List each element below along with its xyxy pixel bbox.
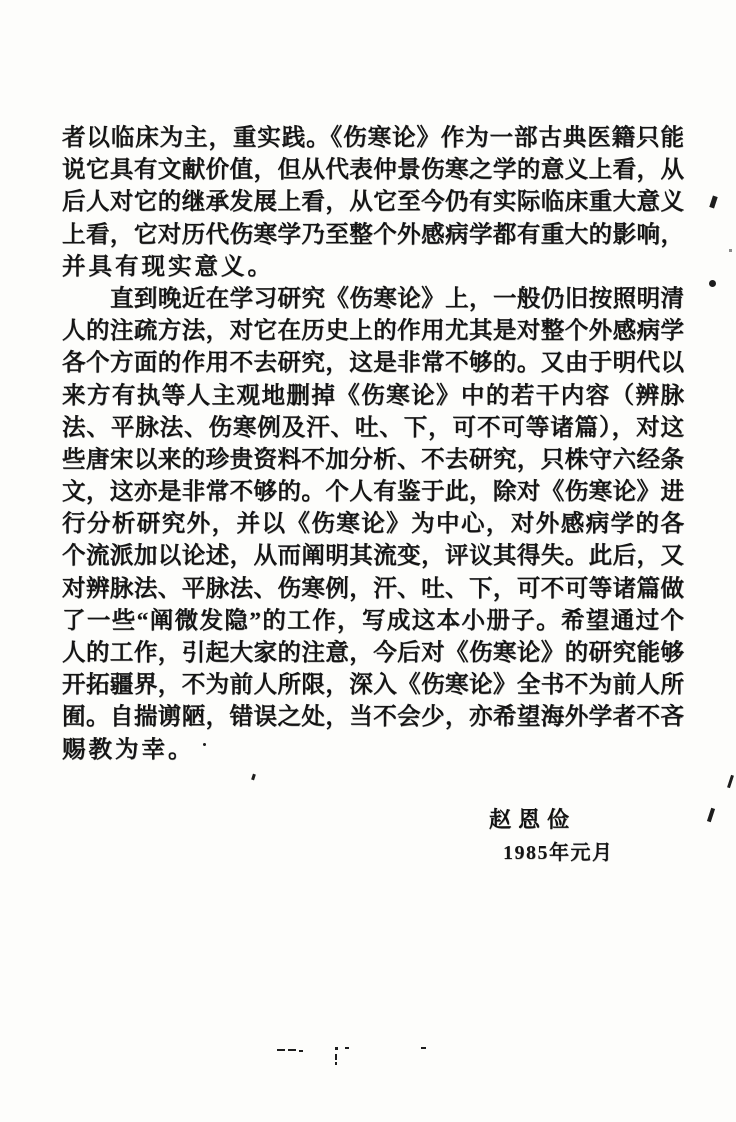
- text-line: 上看，它对历代伤寒学乃至整个外感病学都有重大的影响，: [62, 221, 684, 248]
- text-line: 直到晚近在学习研究《伤寒论》上，一般仍旧按照明清: [110, 285, 684, 312]
- text-line: 个流派加以论述，从而阐明其流变，评议其得失。此后，又: [62, 543, 684, 570]
- text-line: 人的工作，引起大家的注意，今后对《伤寒论》的研究能够: [62, 640, 684, 666]
- text-line: 文，这亦是非常不够的。个人有鉴于此，除对《伤寒论》进: [62, 479, 684, 506]
- text-line: 来方有执等人主观地删掉《伤寒论》中的若干内容（辨脉: [62, 382, 684, 409]
- text-line: 行分析研究外，并以《伤寒论》为中心，对外感病学的各: [62, 511, 684, 538]
- scan-speck: [335, 1047, 338, 1050]
- scan-speck: [203, 743, 206, 746]
- scan-speck: [251, 774, 256, 781]
- text-line: 赐教为幸。: [62, 736, 195, 763]
- text-line: 并具有现实意义。: [62, 253, 274, 280]
- scan-speck: [709, 196, 717, 209]
- text-line: 各个方面的作用不去研究，这是非常不够的。又由于明代以: [62, 350, 684, 377]
- scan-speck: [345, 1047, 349, 1049]
- scan-speck: [335, 1062, 337, 1065]
- signature-name: 赵恩俭: [489, 807, 577, 832]
- scan-speck: [288, 1049, 296, 1051]
- scan-speck: [299, 1050, 303, 1052]
- text-line: 囿。自揣谫陋，错误之处，当不会少，亦希望海外学者不吝: [62, 704, 684, 731]
- scan-speck: [707, 808, 715, 823]
- text-line: 者以临床为主，重实践。《伤寒论》作为一部古典医籍只能: [62, 125, 684, 151]
- scan-speck: [421, 1047, 426, 1049]
- text-line: 对辨脉法、平脉法、伤寒例，汗、吐、下，可不可等诸篇做: [62, 575, 684, 602]
- text-line: 法、平脉法、伤寒例及汗、吐、下，可不可等诸篇），对这: [62, 414, 684, 441]
- scan-speck: [727, 775, 734, 788]
- text-line: 开拓疆界，不为前人所限，深入《伤寒论》全书不为前人所: [62, 672, 684, 699]
- text-line: 说它具有文献价值，但从代表仲景伤寒之学的意义上看，从: [62, 157, 684, 184]
- scan-speck: [277, 1049, 285, 1051]
- text-line: 些唐宋以来的珍贵资料不加分析、不去研究，只株守六经条: [62, 446, 684, 473]
- text-line: 了一些“阐微发隐”的工作，写成这本小册子。希望通过个: [62, 607, 684, 634]
- scan-speck: [709, 280, 716, 287]
- text-line: 后人对它的继承发展上看，从它至今仍有实际临床重大意义: [62, 189, 684, 216]
- text-line: 人的注疏方法，对它在历史上的作用尤其是对整个外感病学: [62, 318, 684, 345]
- signature-date: 1985年元月: [503, 842, 614, 864]
- scan-speck: [729, 249, 732, 252]
- scan-speck: [335, 1054, 337, 1060]
- body-text: [62, 122, 684, 766]
